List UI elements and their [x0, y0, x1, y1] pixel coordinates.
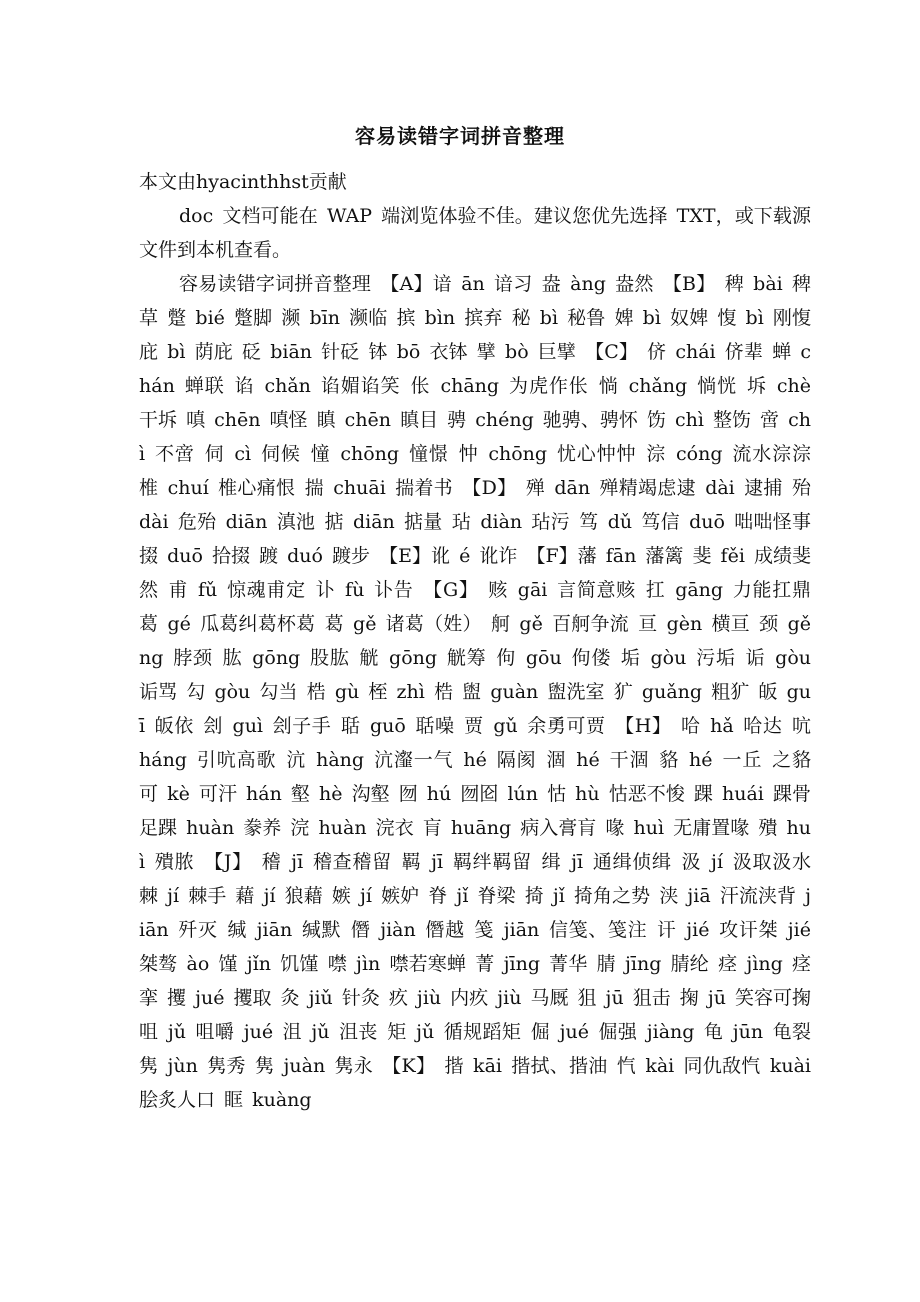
pinyin-content-paragraph: 容易读错字词拼音整理 【A】谙 ān 谙习 盎 àng 盎然 【B】 稗 bài 稗草 蹩 bié 蹩脚 濒 bīn 濒临 摈 bìn 摈弃 秘 bì 秘鲁 婢 bì 奴婢 愎 bì 刚愎 庇 bì 荫庇 砭 biān 针砭 钵 bō 衣钵 擘 bò 巨擘 【C】 侪 chái 侪辈 蝉 chán 蝉联 谄 chǎn 谄媚谄笑 伥 chāng 为虎作伥 惝 chǎng 惝恍 坼 chè 干坼 嗔 chēn 嗔怪 瞋 chēn 瞋目 骋 chéng 驰骋、骋怀 饬 chì 整饬 啻 chì 不啻 伺 cì 伺候 憧 chōng 憧憬 忡 chōng 忧心忡忡 淙 cóng 流水淙淙 椎 chuí 椎心痛恨 揣 chuāi 揣着书 【D】 殚 dān 殚精竭虑逮 dài 逮捕 殆 dài 危殆 diān 滇池 掂 diān 掂量 玷 diàn 玷污 笃 dǔ 笃信 duō 咄咄怪事 掇 duō 拾掇 踱 duó 踱步 【E】讹 é 讹诈 【F】藩 fān 藩篱 斐 fěi 成绩斐然 甫 fǔ 惊魂甫定 讣 fù 讣告 【G】 赅 gāi 言简意赅 扛 gāng 力能扛鼎 葛 gé 瓜葛纠葛杯葛 葛 gě 诸葛（姓） 舸 gě 百舸争流 亘 gèn 横亘 颈 gěng 脖颈 肱 gōng 股肱 觥 gōng 觥筹 佝 gōu 佝偻 垢 gòu 污垢 诟 gòu 诟骂 勾 gòu 勾当 梏 gù 桎 zhì 梏 盥 guàn 盥洗室 犷 guǎng 粗犷 皈 guī 皈依 刽 guì 刽子手 聒 guō 聒噪 贾 gǔ 余勇可贾 【H】 哈 hǎ 哈达 吭 háng 引吭高歌 沆 hàng 沆瀣一气 hé 隔阂 涸 hé 干涸 貉 hé 一丘 之貉 可 kè 可汗 hán 壑 hè 沟壑 囫 hú 囫囵 lún 怙 hù 怙恶不悛 踝 huái 踝骨足踝 huàn 豢养 浣 huàn 浣衣 肓 huāng 病入膏肓 喙 huì 无庸置喙 殨 huì 殨脓 【J】 稽 jī 稽查稽留 羁 jī 羁绊羁留 缉 jī 通缉侦缉 汲 jí 汲取汲水 棘 jí 棘手 藉 jí 狼藉 嫉 jí 嫉妒 脊 jǐ 脊梁 掎 jǐ 掎角之势 浃 jiā 汗流浃背 jiān 歼灭 缄 jiān 缄默 僭 jiàn 僭越 笺 jiān 信笺、笺注 讦 jié 攻讦桀 jié 桀骜 ào 馑 jǐn 饥馑 噤 jìn 噤若寒蝉 菁 jīng 菁华 腈 jīng 腈纶 痉 jìng 痉挛 攫 jué 攫取 灸 jiǔ 针灸 疚 jiù 内疚 jiù 马厩 狙 jū 狙击 掬 jū 笑容可掬 咀 jǔ 咀嚼 jué 沮 jǔ 沮丧 矩 jǔ 循规蹈矩 倔 jué 倔强 jiàng 龟 jūn 龟裂 隽 jùn 隽秀 隽 juàn 隽永 【K】 揩 kāi 揩拭、揩油 忾 kài 同仇敌忾 kuài 脍炙人口 眶 kuàng — [139, 273, 811, 1111]
document-body — [139, 165, 811, 1117]
document-title: 容易读错字词拼音整理 — [355, 124, 565, 148]
attribution-line: 本文由hyacinthhst贡献 — [139, 171, 347, 193]
wap-notice-paragraph: doc 文档可能在 WAP 端浏览体验不佳。建议您优先选择 TXT，或下载源文件到本机查看。 — [139, 205, 811, 261]
